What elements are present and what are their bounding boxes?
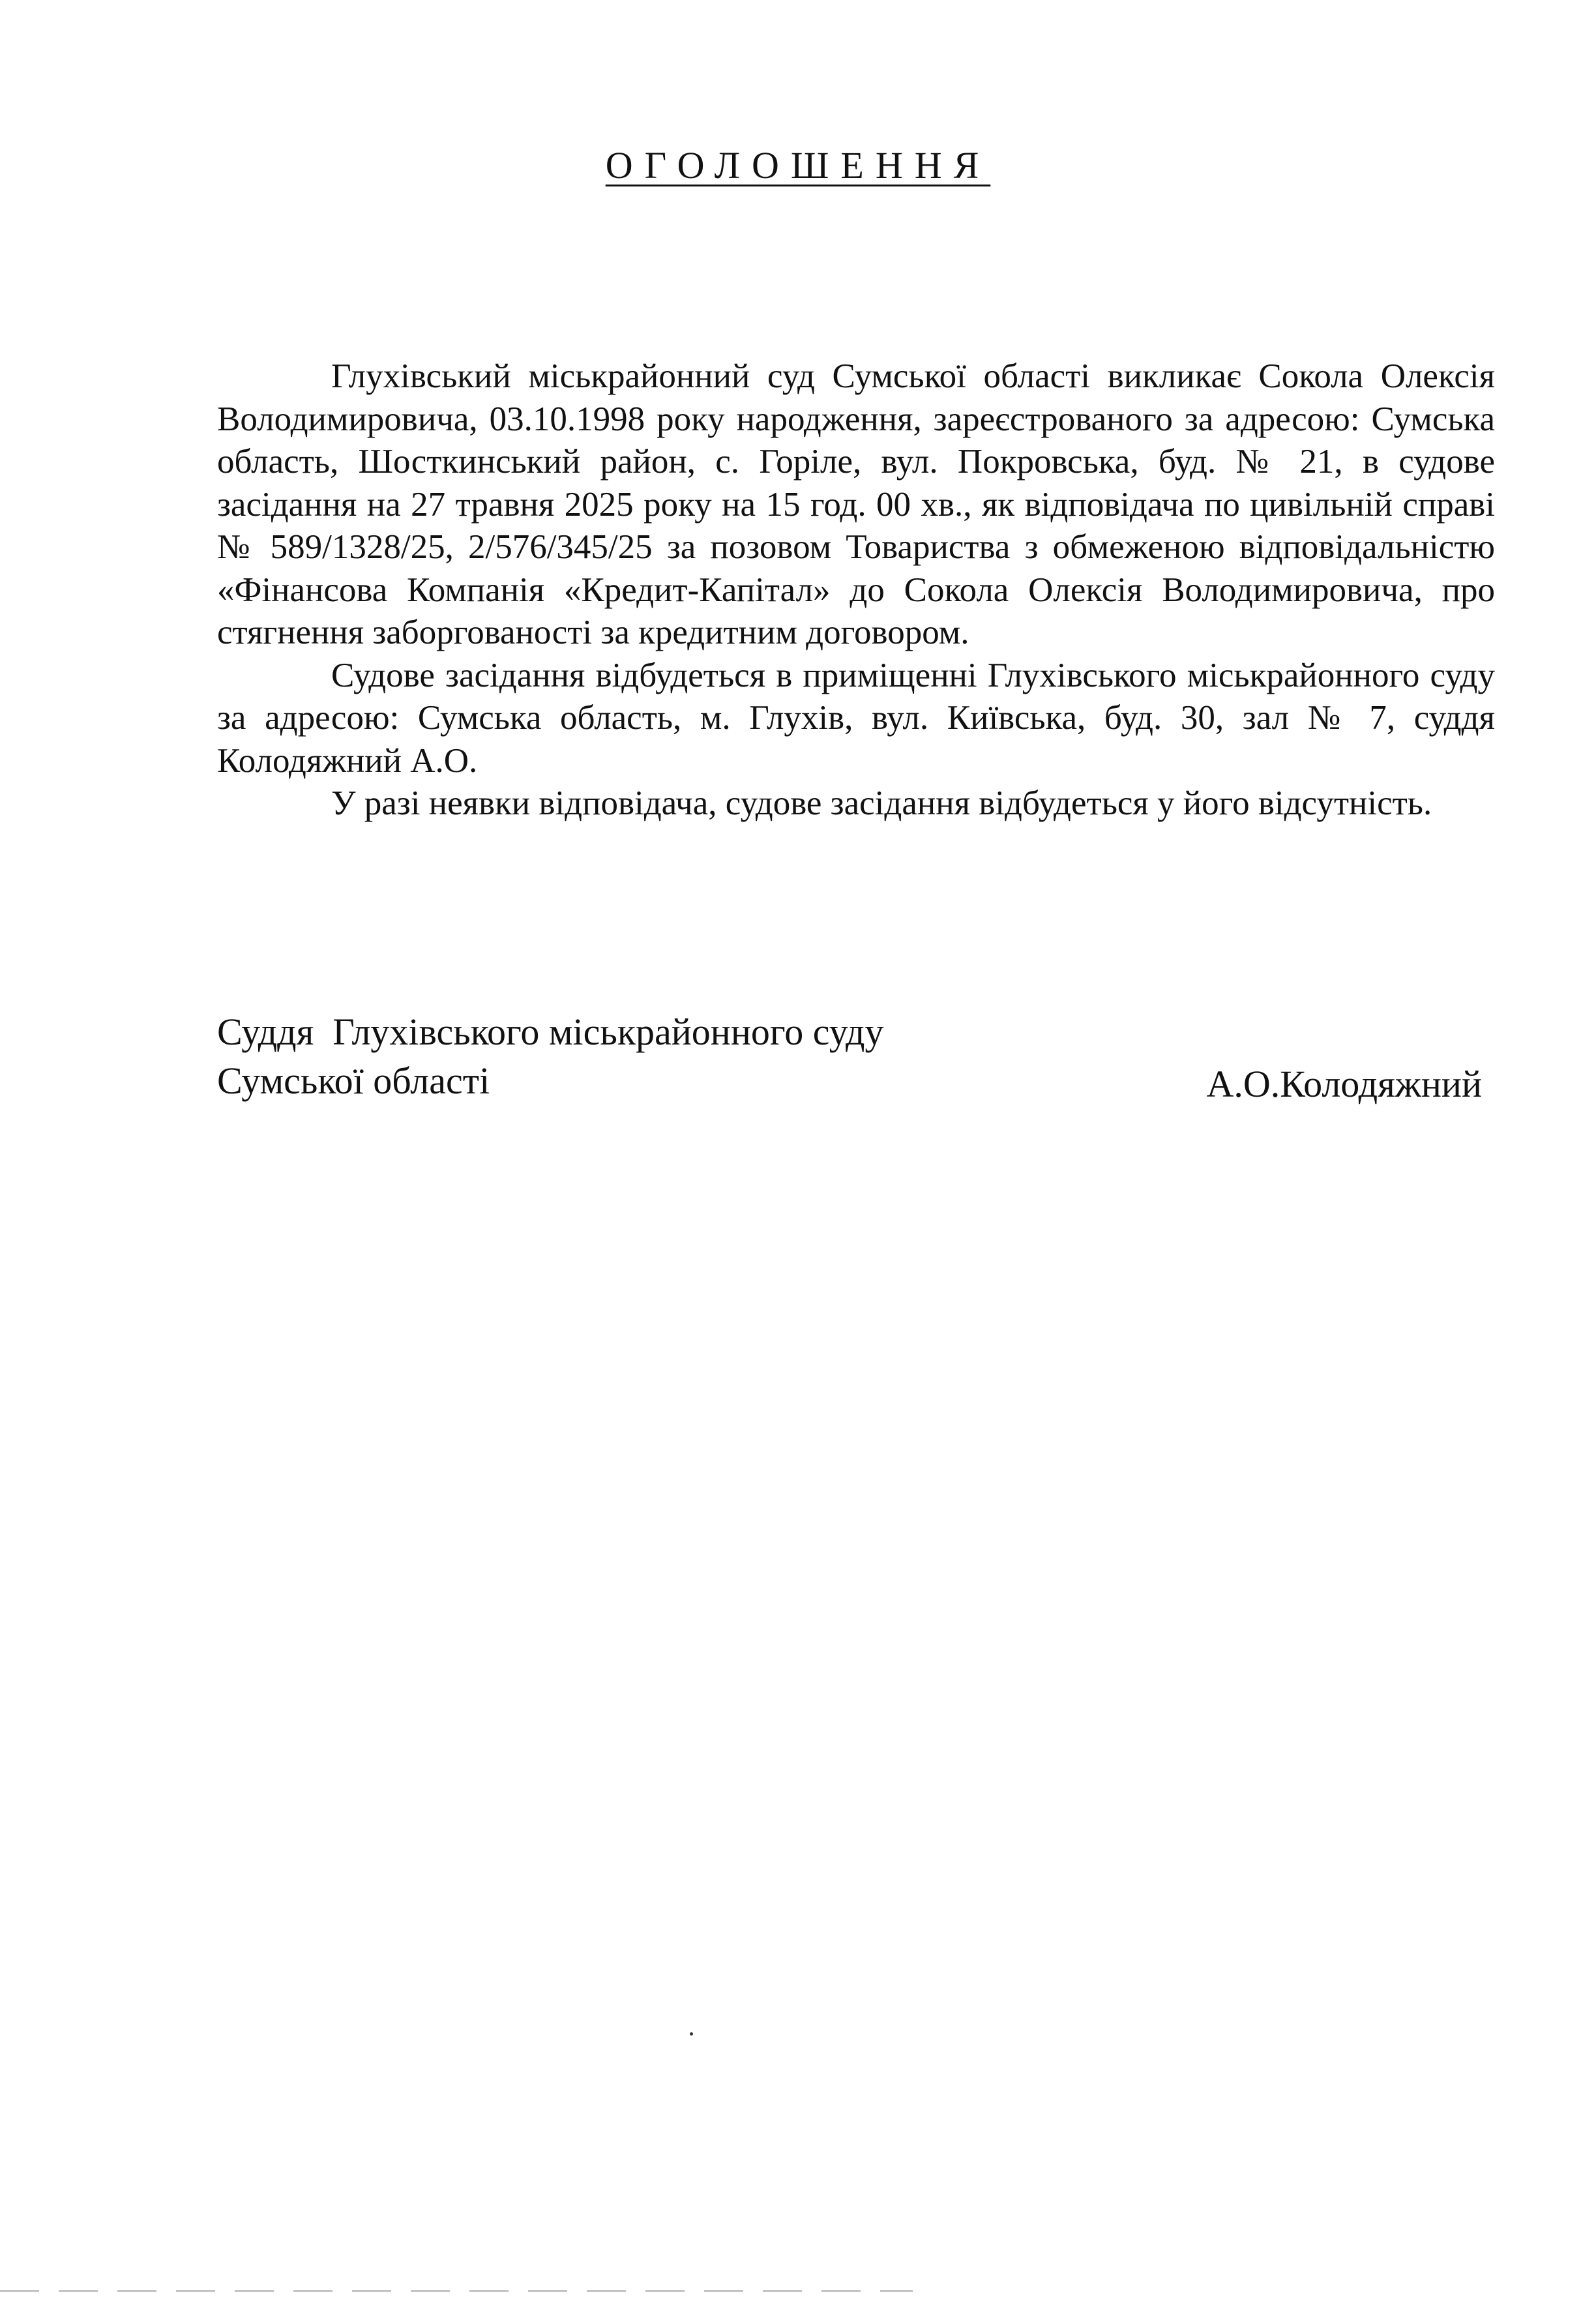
scan-edge-artifact [0, 2290, 913, 2292]
paragraph-location: Судове засідання відбудеться в приміщенні Глухівського міськрайонного суду за адресою: Сумська область, м. Глухів, вул. Київська, буд. 30, зал № 7, суддя Колодяжний А.О. [217, 656, 1495, 780]
signature-position-line1: Суддя Глухівського міськрайонного суду [217, 1011, 884, 1053]
signature-position-line2: Сумської області [217, 1060, 490, 1102]
paragraph-absence: У разі неявки відповідача, судове засідання відбудеться у його відсутність. [331, 784, 1432, 822]
document-title: ОГОЛОШЕННЯ [605, 144, 991, 186]
signature-position [217, 1007, 884, 1105]
signature-name: А.О.Колодяжний [1206, 1063, 1482, 1105]
scan-speck [690, 2032, 693, 2036]
paragraph-summons: Глухівський міськрайонний суд Сумської області викликає Сокола Олексія Володимировича, 03.10.1998 року народження, зареєстрованого за адресою: Сумська область, Шосткинський район, с. Горіле, вул. Покровська, буд. № 21, в судове засідання на 27 травня 2025 року на 15 год. 00 хв., як відповідача по цивільній справі № 589/1328/25, 2/576/345/25 за позовом Товариства з обмеженою відповідальністю «Фінансова Компанія «Кредит-Капітал» до Сокола Олексія Володимировича, про стягнення заборгованості за кредитним договором. [217, 357, 1495, 651]
document-body [217, 355, 1495, 825]
